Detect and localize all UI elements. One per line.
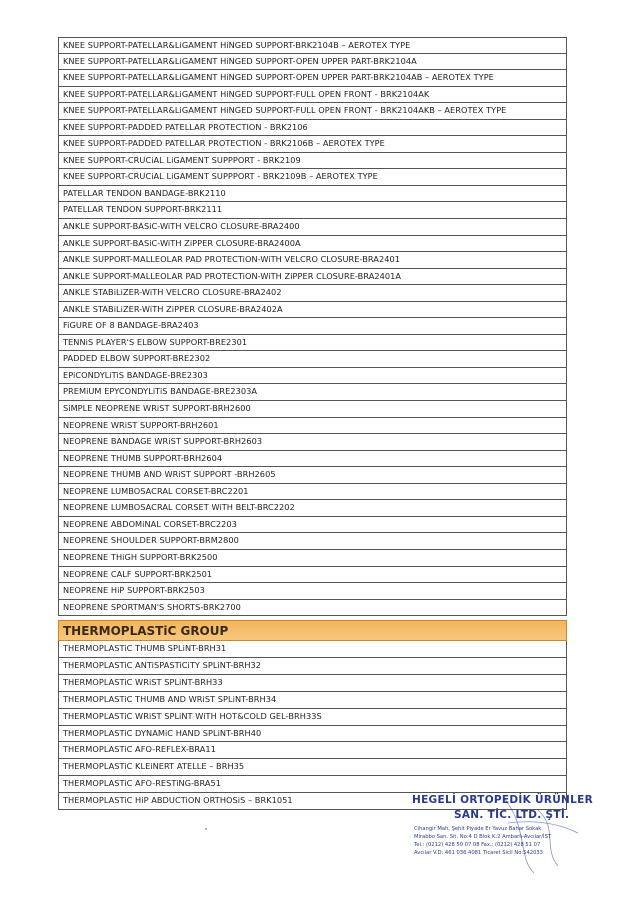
table-row: THERMOPLASTiC WRiST SPLiNT-BRH33 (58, 675, 567, 692)
table-row: NEOPRENE WRiST SUPPORT-BRH2601 (58, 418, 567, 435)
group-header-thermoplastic: THERMOPLASTiC GROUP (58, 620, 567, 641)
table-row: NEOPRENE SHOULDER SUPPORT-BRM2800 (58, 533, 567, 550)
table-row: EPiCONDYLiTiS BANDAGE-BRE2303 (58, 368, 567, 385)
table-row: KNEE SUPPORT-PADDED PATELLAR PROTECTION - BRK2106 (58, 120, 567, 137)
table-row: KNEE SUPPORT-PATELLAR&LiGAMENT HiNGED SUPPORT-FULL OPEN FRONT - BRK2104AKB – AEROTEX TYPE (58, 103, 567, 120)
company-stamp (412, 792, 602, 882)
table-row: FiGURE OF 8 BANDAGE-BRA2403 (58, 318, 567, 335)
table-row: ANKLE SUPPORT-MALLEOLAR PAD PROTECTiON-WiTH VELCRO CLOSURE-BRA2401 (58, 252, 567, 269)
table-row: THERMOPLASTiC DYNAMiC HAND SPLiNT-BRH40 (58, 726, 567, 743)
stamp-tax-line: Avcılar V.D: 461 036 4081 Ticaret Sicil No:542033 (414, 850, 543, 856)
stamp-address-line2: Mirabbo San. Sit. No:4 D Blok K:2 Ambarlı-Avcılar/İST (414, 834, 552, 840)
table-row: PADDED ELBOW SUPPORT-BRE2302 (58, 351, 567, 368)
table-row: NEOPRENE ABDOMiNAL CORSET-BRC2203 (58, 517, 567, 534)
table-row: NEOPRENE BANDAGE WRiST SUPPORT-BRH2603 (58, 434, 567, 451)
table-row: THERMOPLASTiC THUMB SPLiNT-BRH31 (58, 641, 567, 658)
thermoplastic-list (58, 641, 567, 810)
table-row: KNEE SUPPORT-CRUCiAL LiGAMENT SUPPPORT - BRK2109 (58, 153, 567, 170)
table-row: ANKLE STABiLiZER-WiTH ZiPPER CLOSURE-BRA2402A (58, 302, 567, 319)
stamp-address-line1: Cihangir Mah. Şehit Piyade Er Yavuz Bahar Sokak (414, 826, 542, 832)
table-row: PREMiUM EPYCONDYLiTiS BANDAGE-BRE2303A (58, 384, 567, 401)
product-table (58, 37, 567, 810)
table-row: NEOPRENE THUMB SUPPORT-BRH2604 (58, 451, 567, 468)
table-row: ANKLE STABiLiZER-WiTH VELCRO CLOSURE-BRA2402 (58, 285, 567, 302)
table-row: NEOPRENE LUMBOSACRAL CORSET-BRC2201 (58, 484, 567, 501)
table-row: NEOPRENE CALF SUPPORT-BRK2501 (58, 567, 567, 584)
table-row: ANKLE SUPPORT-BASiC-WiTH VELCRO CLOSURE-BRA2400 (58, 219, 567, 236)
table-row: NEOPRENE SPORTMAN'S SHORTS-BRK2700 (58, 600, 567, 617)
stamp-company-line2: SAN. TİC. LTD. ŞTİ. (454, 809, 570, 821)
table-row: KNEE SUPPORT-PATELLAR&LiGAMENT HiNGED SUPPORT-FULL OPEN FRONT - BRK2104AK (58, 87, 567, 104)
table-row: NEOPRENE THiGH SUPPORT-BRK2500 (58, 550, 567, 567)
table-row: KNEE SUPPORT-PATELLAR&LiGAMENT HiNGED SUPPORT-OPEN UPPER PART-BRK2104AB – AEROTEX TYPE (58, 70, 567, 87)
table-row: TENNiS PLAYER'S ELBOW SUPPORT-BRE2301 (58, 335, 567, 352)
table-row: KNEE SUPPORT-PATELLAR&LiGAMENT HiNGED SUPPORT-BRK2104B – AEROTEX TYPE (58, 37, 567, 54)
table-row: KNEE SUPPORT-CRUCiAL LiGAMENT SUPPPORT - BRK2109B – AEROTEX TYPE (58, 169, 567, 186)
stamp-company-line1: HEGELİ ORTOPEDİK ÜRÜNLER (412, 794, 593, 806)
table-row: THERMOPLASTiC AFO-REFLEX-BRA11 (58, 742, 567, 759)
table-row: PATELLAR TENDON SUPPORT-BRK2111 (58, 202, 567, 219)
table-row: KNEE SUPPORT-PATELLAR&LiGAMENT HiNGED SUPPORT-OPEN UPPER PART-BRK2104A (58, 54, 567, 71)
table-row: NEOPRENE THUMB AND WRiST SUPPORT -BRH2605 (58, 467, 567, 484)
table-row: THERMOPLASTiC KLEiNERT ATELLE – BRH35 (58, 759, 567, 776)
table-row: NEOPRENE HiP SUPPORT-BRK2503 (58, 583, 567, 600)
stamp-phone-line: Tel.: (0212) 428 50 07 08 Fax.: (0212) 428 51 07 (414, 842, 541, 848)
table-row: SiMPLE NEOPRENE WRiST SUPPORT-BRH2600 (58, 401, 567, 418)
table-row: THERMOPLASTiC WRiST SPLiNT WiTH HOT&COLD GEL-BRH33S (58, 709, 567, 726)
table-row: NEOPRENE LUMBOSACRAL CORSET WiTH BELT-BRC2202 (58, 500, 567, 517)
table-row: ANKLE SUPPORT-BASiC-WiTH ZiPPER CLOSURE-BRA2400A (58, 236, 567, 253)
product-list (58, 37, 567, 616)
scan-speck (205, 828, 207, 830)
table-row: THERMOPLASTiC ANTiSPASTiCiTY SPLiNT-BRH32 (58, 658, 567, 675)
table-row: THERMOPLASTiC AFO-RESTiNG-BRA51 (58, 776, 567, 793)
table-row: ANKLE SUPPORT-MALLEOLAR PAD PROTECTiON-WiTH ZiPPER CLOSURE-BRA2401A (58, 269, 567, 286)
table-row: THERMOPLASTiC THUMB AND WRiST SPLiNT-BRH34 (58, 692, 567, 709)
table-row: KNEE SUPPORT-PADDED PATELLAR PROTECTION - BRK2106B – AEROTEX TYPE (58, 136, 567, 153)
table-row: PATELLAR TENDON BANDAGE-BRK2110 (58, 186, 567, 203)
table-row: THERMOPLASTiC HiP ABDUCTiON ORTHOSiS – BRK1051 (58, 793, 567, 810)
